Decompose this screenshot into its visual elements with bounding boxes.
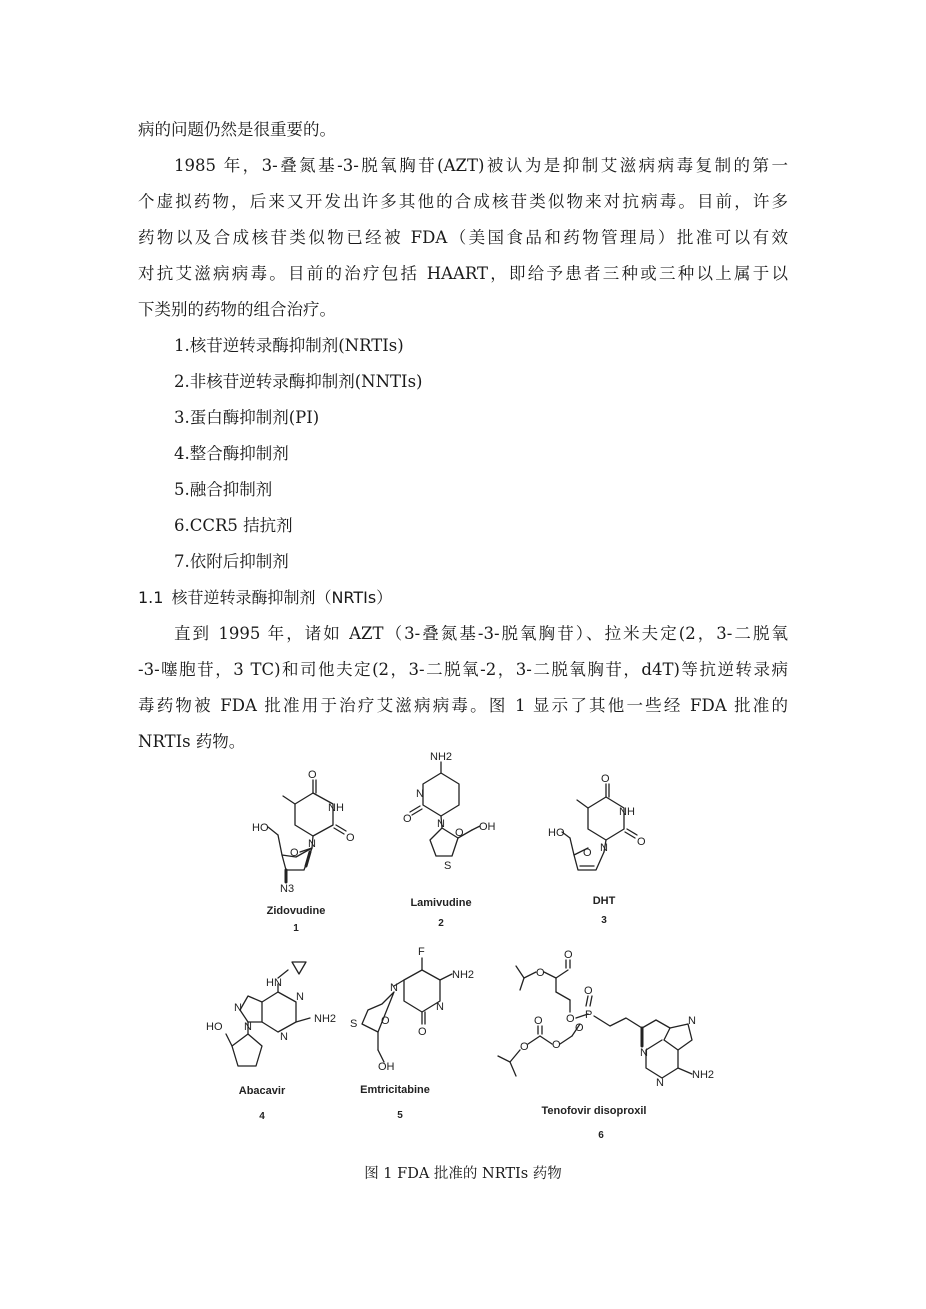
atom-label: HO: [206, 1021, 223, 1033]
atom-label: N: [600, 842, 608, 854]
atom-label: O: [534, 1015, 543, 1027]
atom-label: N: [656, 1077, 664, 1089]
atom-label: O: [418, 1026, 427, 1038]
atom-label: O: [308, 769, 317, 781]
atom-label: NH2: [314, 1013, 337, 1025]
atom-label: N: [296, 991, 304, 1003]
atom-label: HO: [252, 822, 269, 834]
compound-name: Lamivudine: [410, 897, 472, 909]
atom-label: HN: [266, 977, 282, 989]
atom-label: S: [350, 1018, 358, 1030]
atom-label: N: [436, 1001, 444, 1013]
atom-label: NH2: [452, 969, 475, 981]
atom-label: N: [416, 788, 424, 800]
atom-label: P: [585, 1009, 593, 1021]
atom-label: O: [536, 967, 545, 979]
atom-label: NH2: [692, 1069, 715, 1081]
drug-class-item: 5.融合抑制剂: [174, 480, 273, 499]
compound-name: Emtricitabine: [360, 1084, 430, 1096]
drug-class-item: 1.核苷逆转录酶抑制剂(NRTIs): [174, 336, 404, 355]
drug-class-item: 4.整合酶抑制剂: [174, 444, 289, 463]
paragraph-line: 1985 年，3-叠氮基-3-脱氧胸苷(AZT)被认为是抑制艾滋病病毒复制的第一: [174, 156, 788, 175]
atom-label: O: [346, 832, 355, 844]
atom-label: N3: [280, 883, 295, 895]
compound-number: 6: [598, 1130, 604, 1141]
compound-name: Abacavir: [238, 1085, 286, 1097]
compound-name: Tenofovir disoproxil: [541, 1105, 647, 1117]
atom-label: O: [455, 827, 464, 839]
atom-label: O: [403, 813, 412, 825]
atom-label: O: [637, 836, 646, 848]
paragraph-line: 下类别的药物的组合治疗。: [138, 300, 336, 319]
atom-label: NH2: [430, 751, 453, 763]
atom-label: NH: [619, 806, 635, 818]
atom-label: NH: [328, 802, 344, 814]
paragraph-line: NRTIs 药物。: [138, 732, 246, 751]
atom-label: N: [244, 1021, 252, 1033]
atom-label: OH: [479, 821, 496, 833]
compound-number: 5: [397, 1110, 403, 1121]
paragraph-line: -3-噻胞苷，3 TC)和司他夫定(2，3-二脱氧-2，3-二脱氧胸苷，d4T)等抗逆转录病: [138, 660, 788, 679]
drug-class-item: 3.蛋白酶抑制剂(PI): [174, 408, 320, 427]
atom-label: O: [601, 773, 610, 785]
atom-label: O: [520, 1041, 529, 1053]
atom-label: OH: [378, 1061, 395, 1073]
atom-label: O: [552, 1039, 561, 1051]
atom-label: N: [640, 1047, 648, 1059]
atom-label: N: [437, 818, 445, 830]
atom-label: S: [444, 860, 452, 872]
paragraph-line: 病的问题仍然是很重要的。: [138, 120, 336, 139]
emtricitabine-structure: [350, 946, 474, 1121]
atom-label: O: [290, 847, 299, 859]
atom-label: N: [688, 1015, 696, 1027]
paragraph-line: 对抗艾滋病病毒。目前的治疗包括 HAART，即给予患者三种或三种以上属于以: [138, 264, 788, 283]
atom-label: O: [564, 949, 573, 961]
abacavir-structure: [206, 962, 336, 1122]
drug-class-item: 2.非核苷逆转录酶抑制剂(NNTIs): [174, 372, 423, 391]
atom-label: O: [566, 1013, 575, 1025]
paragraph-line: 直到 1995 年，诸如 AZT（3-叠氮基-3-脱氧胸苷）、拉米夫定(2，3-二脱氧: [174, 624, 788, 643]
atom-label: N: [308, 838, 316, 850]
atom-label: O: [381, 1015, 390, 1027]
zidovudine-structure: [252, 769, 355, 934]
section-title: 核苷逆转录酶抑制剂（NRTIs）: [171, 588, 393, 607]
drug-class-item: 7.依附后抑制剂: [174, 552, 289, 571]
drug-class-item: 6.CCR5 拮抗剂: [174, 516, 293, 535]
compound-name: Zidovudine: [266, 905, 326, 917]
atom-label: F: [418, 946, 425, 958]
paragraph-line: 药物以及合成核苷类似物已经被 FDA（美国食品和药物管理局）批准可以有效: [138, 228, 788, 247]
lamivudine-structure: [403, 751, 496, 929]
compound-number: 4: [259, 1111, 265, 1122]
paragraph-line: 个虚拟药物，后来又开发出许多其他的合成核苷类似物来对抗病毒。目前，许多: [138, 192, 788, 211]
compound-name: DHT: [592, 895, 616, 907]
compound-number: 3: [601, 915, 607, 926]
atom-label: N: [234, 1002, 242, 1014]
compound-number: 1: [293, 923, 299, 934]
compound-number: 2: [438, 918, 444, 929]
atom-label: O: [583, 847, 592, 859]
atom-label: N: [390, 982, 398, 994]
atom-label: O: [584, 985, 593, 997]
atom-label: HO: [548, 827, 565, 839]
atom-label: N: [280, 1031, 288, 1043]
paragraph-line: 毒药物被 FDA 批准用于治疗艾滋病病毒。图 1 显示了其他一些经 FDA 批准的: [138, 696, 788, 715]
section-number: 1.1: [138, 588, 164, 607]
atom-label: O: [575, 1022, 584, 1034]
dht-structure: [548, 773, 646, 926]
tenofovir-disoproxil-structure: [498, 949, 714, 1141]
figure-caption: 图 1 FDA 批准的 NRTIs 药物: [364, 1166, 562, 1182]
